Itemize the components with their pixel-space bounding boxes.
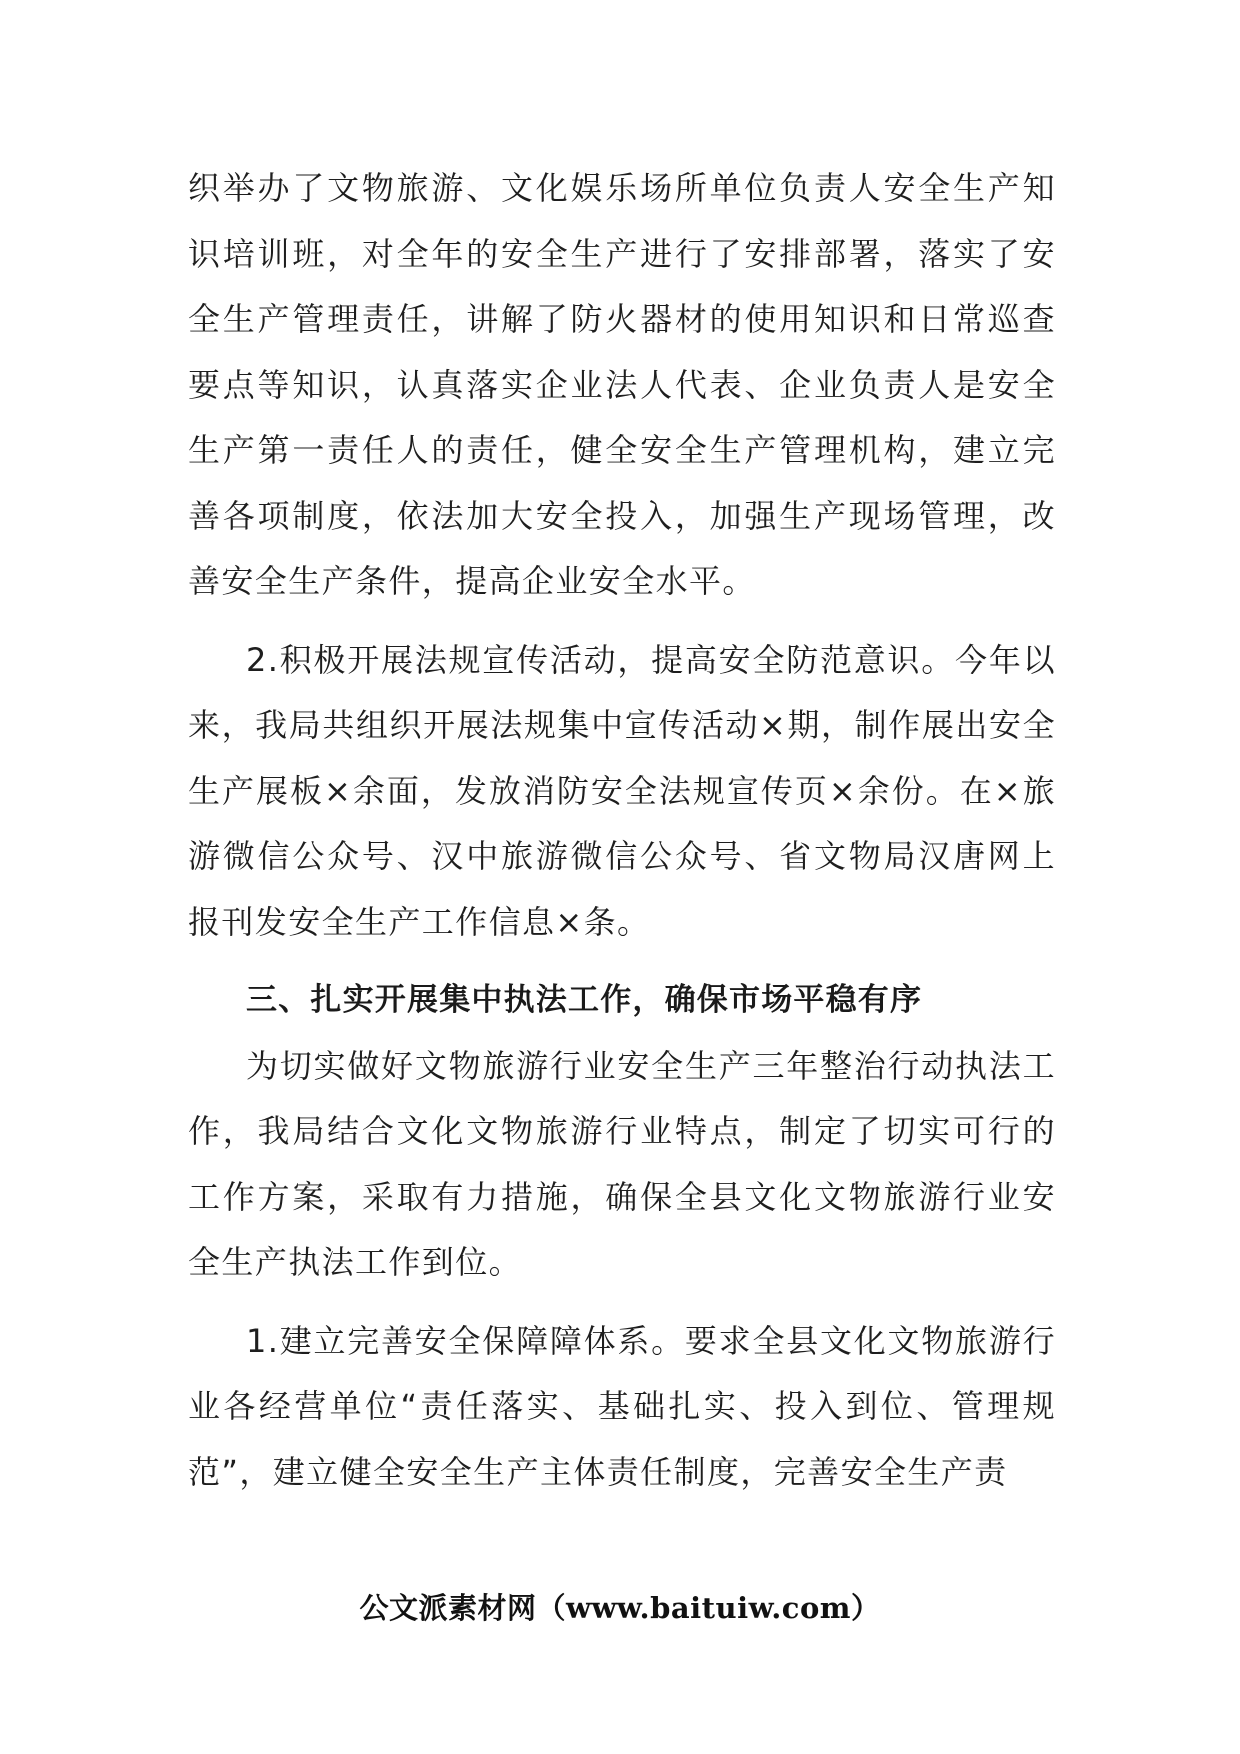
section-heading: 三、扎实开展集中执法工作，确保市场平稳有序 bbox=[246, 982, 923, 1018]
paragraph-safety-system: 1.建立完善安全保障障体系。要求全县文化文物旅游行业各经营单位“责任落实、基础扎实、投入到位、管理规范”，建立健全安全生产主体责任制度，完善安全生产责 bbox=[188, 1321, 1056, 1491]
paragraph-enforcement: 为切实做好文物旅游行业安全生产三年整治行动执法工作，我局结合文化文物旅游行业特点，制定了切实可行的工作方案，采取有力措施，确保全县文化文物旅游行业安全生产执法工作到位。 bbox=[188, 1046, 1056, 1281]
footer-watermark: 公文派素材网（www.baituiw.com） bbox=[359, 1591, 881, 1625]
paragraph-publicity: 2.积极开展法规宣传活动，提高安全防范意识。今年以来，我局共组织开展法规集中宣传活动×期，制作展出安全生产展板×余面，发放消防安全法规宣传页×余份。在×旅游微信公众号、汉中旅游微信公众号、省文物局汉唐网上报刊发安全生产工作信息×条。 bbox=[188, 640, 1056, 941]
document-body bbox=[188, 156, 1056, 1505]
paragraph-training: 织举办了文物旅游、文化娱乐场所单位负责人安全生产知识培训班，对全年的安全生产进行了安排部署，落实了安全生产管理责任，讲解了防火器材的使用知识和日常巡查要点等知识，认真落实企业法人代表、企业负责人是安全生产第一责任人的责任，健全安全生产管理机构，建立完善各项制度，依法加大安全投入，加强生产现场管理，改善安全生产条件，提高企业安全水平。 bbox=[188, 169, 1056, 600]
